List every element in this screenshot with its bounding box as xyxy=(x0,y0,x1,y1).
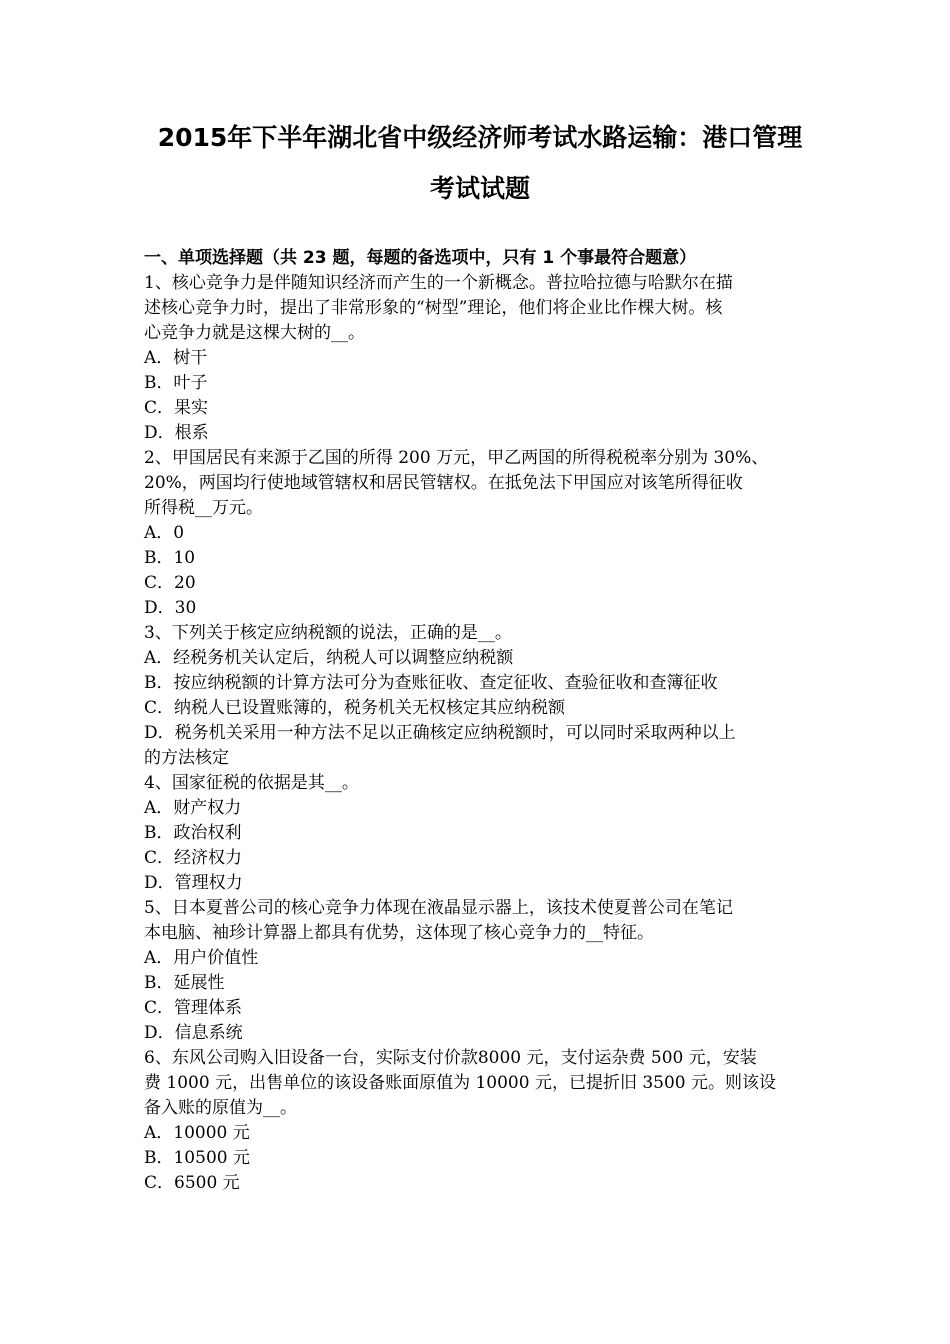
question-stem-line: 6、东风公司购入旧设备一台，实际支付价款8000 元，支付运杂费 500 元，安装 xyxy=(144,1048,757,1068)
question-2 xyxy=(144,446,816,621)
question-stem-line: 20%，两国均行使地域管辖权和居民管辖权。在抵免法下甲国应对该笔所得征收 xyxy=(144,473,743,493)
question-5 xyxy=(144,896,816,1046)
answer-option: C．6500 元 xyxy=(144,1173,240,1193)
title-line-1: 2015年下半年湖北省中级经济师考试水路运输：港口管理 xyxy=(157,123,803,152)
answer-option: D．管理权力 xyxy=(144,873,243,893)
answer-option: A．经税务机关认定后，纳税人可以调整应纳税额 xyxy=(144,648,514,668)
answer-option: A．0 xyxy=(144,523,185,543)
question-stem-line: 2、甲国居民有来源于乙国的所得 200 万元，甲乙两国的所得税税率分别为 30%、 xyxy=(144,448,769,468)
answer-option: C．经济权力 xyxy=(144,848,243,868)
question-stem-line: 3、下列关于核定应纳税额的说法，正确的是__。 xyxy=(144,623,512,643)
question-stem-line: 5、日本夏普公司的核心竞争力体现在液晶显示器上，该技术使夏普公司在笔记 xyxy=(144,898,733,918)
answer-option: A．树干 xyxy=(144,348,208,368)
answer-option: C．纳税人已设置账簿的，税务机关无权核定其应纳税额 xyxy=(144,698,566,718)
answer-option: B．10 xyxy=(144,548,196,568)
document-title xyxy=(144,116,816,211)
answer-option: B．10500 元 xyxy=(144,1148,250,1168)
question-stem-line: 1、核心竞争力是伴随知识经济而产生的一个新概念。普拉哈拉德与哈默尔在描 xyxy=(144,273,733,293)
answer-option: A．财产权力 xyxy=(144,798,242,818)
answer-option: A．10000 元 xyxy=(144,1123,250,1143)
answer-option: D．税务机关采用一种方法不足以正确核定应纳税额时，可以同时采取两种以上 xyxy=(144,723,736,743)
question-6 xyxy=(144,1046,816,1196)
answer-option: B．政治权利 xyxy=(144,823,242,843)
answer-option: D．30 xyxy=(144,598,197,618)
document-page xyxy=(144,108,816,1196)
answer-option: B．按应纳税额的计算方法可分为查账征收、查定征收、查验征收和查簿征收 xyxy=(144,673,718,693)
answer-option: 的方法核定 xyxy=(144,748,229,768)
question-3 xyxy=(144,621,816,771)
question-stem-line: 费 1000 元，出售单位的该设备账面原值为 10000 元，已提折旧 3500 元。则该设 xyxy=(144,1073,777,1093)
answer-option: C．果实 xyxy=(144,398,209,418)
question-list xyxy=(144,271,816,1196)
answer-option: C．管理体系 xyxy=(144,998,243,1018)
question-stem-line: 备入账的原值为__。 xyxy=(144,1098,297,1118)
answer-option: B．延展性 xyxy=(144,973,225,993)
question-stem-line: 心竞争力就是这棵大树的__。 xyxy=(144,323,365,343)
answer-option: D．根系 xyxy=(144,423,209,443)
answer-option: A．用户价值性 xyxy=(144,948,259,968)
title-line-2: 考试试题 xyxy=(429,174,530,203)
question-4 xyxy=(144,771,816,896)
question-stem-line: 所得税__万元。 xyxy=(144,498,263,518)
section-heading: 一、单项选择题（共 23 题，每题的备选项中，只有 1 个事最符合题意） xyxy=(144,248,697,268)
answer-option: B．叶子 xyxy=(144,373,208,393)
answer-option: D．信息系统 xyxy=(144,1023,243,1043)
question-1 xyxy=(144,271,816,446)
question-stem-line: 本电脑、袖珍计算器上都具有优势，这体现了核心竞争力的__特征。 xyxy=(144,923,654,943)
question-stem-line: 4、国家征税的依据是其__。 xyxy=(144,773,359,793)
question-stem-line: 述核心竞争力时，提出了非常形象的“树型”理论，他们将企业比作棵大树。核 xyxy=(144,298,723,318)
answer-option: C．20 xyxy=(144,573,196,593)
